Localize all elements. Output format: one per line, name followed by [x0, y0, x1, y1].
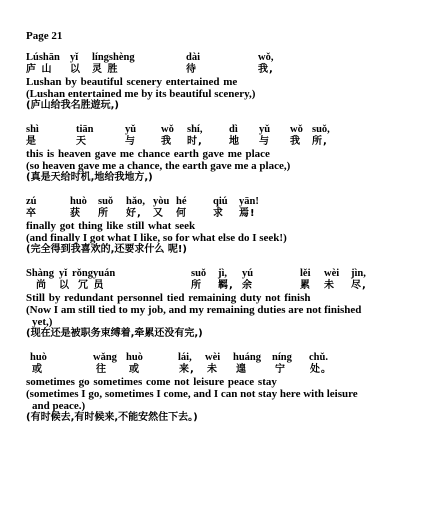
- chinese-paraphrase: (现在还是被职务束缚着,牵累还没有完,): [26, 328, 203, 339]
- pinyin-word: wǎng: [93, 352, 117, 363]
- pinyin-word: wǒ,: [258, 52, 274, 63]
- pinyin-word: hé: [176, 196, 187, 207]
- pinyin-word: shì: [26, 124, 39, 135]
- pinyin-word: yǔ: [125, 124, 137, 135]
- english-translation: (Lushan entertained me by its beautiful scenery,): [26, 88, 256, 100]
- hanzi-word: 时,: [187, 136, 203, 147]
- pinyin-word: suǒ: [98, 196, 114, 207]
- word-gloss: Still by redundant personnel tied remaining duty not finish: [26, 292, 311, 304]
- hanzi-word: 卒: [26, 208, 37, 219]
- hanzi-word: 尽,: [351, 280, 367, 291]
- hanzi-word: 往: [96, 364, 107, 375]
- hanzi-word: 余: [242, 280, 253, 291]
- hanzi-word: 我,: [258, 64, 274, 75]
- pinyin-word: dì: [229, 124, 238, 135]
- pinyin-word: wǒ: [290, 124, 303, 135]
- pinyin-word: suǒ: [191, 268, 207, 279]
- hanzi-word: 与: [259, 136, 270, 147]
- hanzi-word: 或: [32, 364, 43, 375]
- hanzi-word: 又: [153, 208, 164, 219]
- pinyin-row: [26, 268, 418, 280]
- pinyin-word: Shàng: [26, 268, 55, 279]
- hanzi-word: 我: [290, 136, 301, 147]
- pinyin-word: chǔ.: [309, 352, 328, 363]
- pinyin-word: língshèng: [92, 52, 135, 63]
- pinyin-word: huò: [30, 352, 47, 363]
- pinyin-word: wǒ: [161, 124, 174, 135]
- pinyin-word: jì,: [218, 268, 228, 279]
- hanzi-word: 冗 员: [78, 280, 105, 291]
- pinyin-word: yú: [242, 268, 254, 279]
- hanzi-word: 所: [191, 280, 202, 291]
- hanzi-word: 何: [176, 208, 187, 219]
- word-gloss: this is heaven gave me chance earth gave me place: [26, 148, 270, 160]
- pinyin-word: wèi: [205, 352, 221, 363]
- english-translation: (sometimes I go, sometimes I come, and I can not stay here with leisure: [26, 388, 358, 400]
- english-translation: (and finally I got what I like, so for what else do I seek!): [26, 232, 287, 244]
- pinyin-word: lěi: [300, 268, 311, 279]
- pinyin-word: hǎo,: [126, 196, 145, 207]
- pinyin-word: huáng: [233, 352, 262, 363]
- pinyin-word: níng: [272, 352, 292, 363]
- hanzi-word: 以: [59, 280, 70, 291]
- pinyin-row: [26, 352, 418, 364]
- stanza: [26, 268, 418, 340]
- hanzi-word: 灵 胜: [92, 64, 119, 75]
- hanzi-word: 庐 山: [26, 64, 53, 75]
- pinyin-row: [26, 124, 418, 136]
- chinese-paraphrase: (有时候去,有时候来,不能安然住下去。): [26, 412, 198, 423]
- pinyin-word: suǒ,: [312, 124, 330, 135]
- hanzi-word: 来,: [179, 364, 195, 375]
- english-translation: (Now I am still tied to my job, and my remaining duties are not finished: [26, 304, 362, 316]
- english-translation-continued: and peace.): [32, 400, 86, 412]
- stanza: [26, 196, 418, 256]
- pinyin-word: lái,: [178, 352, 192, 363]
- pinyin-word: yǐ: [70, 52, 79, 63]
- pinyin-word: jìn,: [351, 268, 366, 279]
- hanzi-word: 累: [300, 280, 311, 291]
- pinyin-word: huò: [70, 196, 87, 207]
- hanzi-row: [26, 208, 418, 220]
- hanzi-row: [26, 136, 418, 148]
- hanzi-word: 待: [186, 64, 197, 75]
- hanzi-word: 所,: [312, 136, 328, 147]
- hanzi-word: 或: [129, 364, 140, 375]
- hanzi-row: [26, 64, 418, 76]
- hanzi-word: 获: [70, 208, 81, 219]
- hanzi-word: 羁,: [218, 280, 234, 291]
- document-page: [26, 30, 418, 436]
- chinese-paraphrase: (真是天给时机,地给我地方,): [26, 172, 153, 183]
- english-translation-continued: yet,): [32, 316, 53, 328]
- pinyin-word: yǔ: [259, 124, 271, 135]
- pinyin-word: zú: [26, 196, 37, 207]
- hanzi-word: 所: [98, 208, 109, 219]
- hanzi-word: 天: [76, 136, 87, 147]
- word-gloss: Lushan by beautiful scenery entertained me: [26, 76, 238, 88]
- chinese-paraphrase: (庐山给我名胜遊玩,): [26, 100, 119, 111]
- pinyin-word: shí,: [187, 124, 203, 135]
- pinyin-word: dài: [186, 52, 201, 63]
- hanzi-word: 未: [207, 364, 218, 375]
- hanzi-row: [26, 280, 418, 292]
- hanzi-word: 以: [70, 64, 81, 75]
- pinyin-row: [26, 196, 418, 208]
- pinyin-word: rǒngyuán: [72, 268, 116, 279]
- hanzi-word: 遑: [236, 364, 247, 375]
- stanza: [26, 352, 418, 424]
- word-gloss: sometimes go sometimes come not leisure peace stay: [26, 376, 277, 388]
- pinyin-word: wèi: [324, 268, 340, 279]
- pinyin-word: tiān: [76, 124, 94, 135]
- hanzi-word: 与: [125, 136, 136, 147]
- stanza: [26, 52, 418, 112]
- hanzi-word: 尚: [36, 280, 47, 291]
- pinyin-word: yǐ: [59, 268, 68, 279]
- chinese-paraphrase: (完全得到我喜欢的,还要求什么 呢!): [26, 244, 187, 255]
- pinyin-word: qiú: [213, 196, 228, 207]
- hanzi-word: 是: [26, 136, 37, 147]
- page-number: Page 21: [26, 30, 63, 42]
- pinyin-word: huò: [126, 352, 143, 363]
- hanzi-word: 地: [229, 136, 240, 147]
- english-translation: (so heaven gave me a chance, the earth gave me a place,): [26, 160, 291, 172]
- hanzi-word: 求: [213, 208, 224, 219]
- hanzi-word: 宁: [275, 364, 286, 375]
- pinyin-row: [26, 52, 418, 64]
- stanza: [26, 124, 418, 184]
- pinyin-word: yòu: [153, 196, 170, 207]
- pinyin-word: yān!: [239, 196, 259, 207]
- hanzi-word: 好,: [126, 208, 142, 219]
- word-gloss: finally got thing like still what seek: [26, 220, 196, 232]
- hanzi-word: 未: [324, 280, 335, 291]
- hanzi-word: 处。: [310, 364, 332, 375]
- hanzi-word: 焉!: [239, 208, 256, 219]
- hanzi-row: [26, 364, 418, 376]
- hanzi-word: 我: [161, 136, 172, 147]
- pinyin-word: Lúshān: [26, 52, 60, 63]
